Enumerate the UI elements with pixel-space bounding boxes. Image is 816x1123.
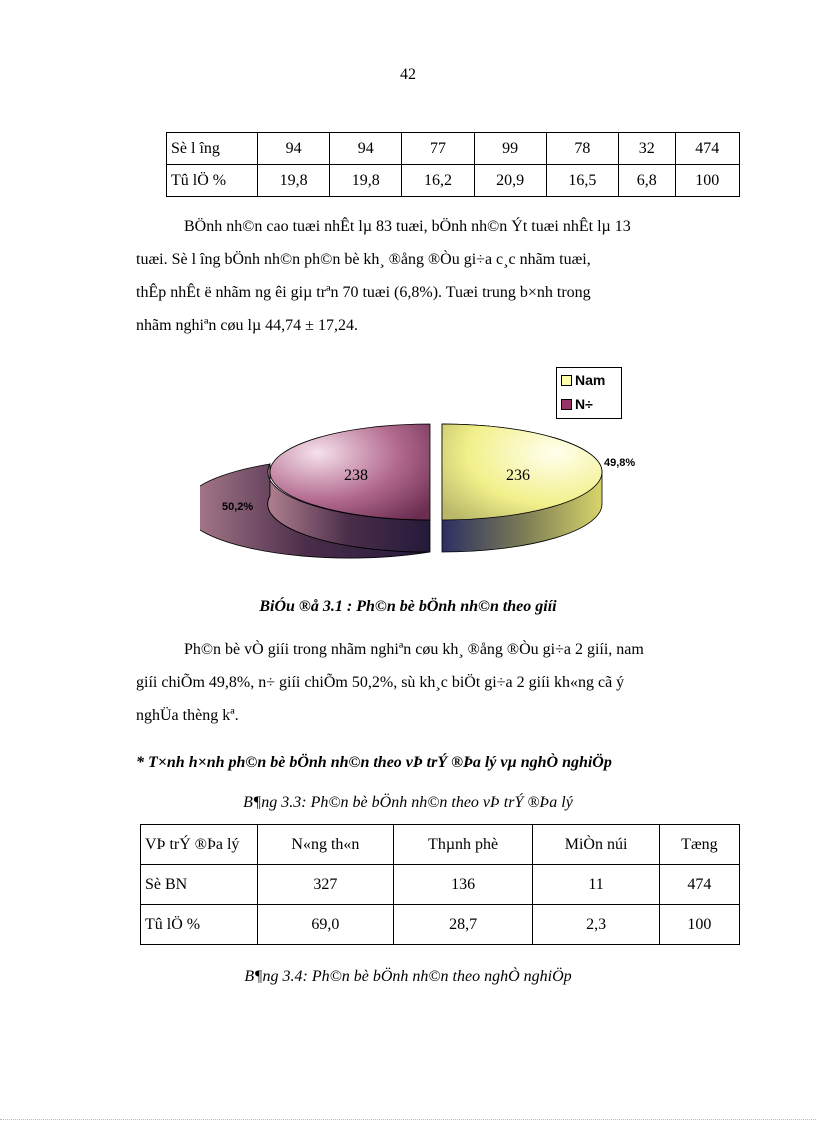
table-cell: 69,0 bbox=[258, 905, 394, 945]
table-caption-next: B¶ng 3.4: Ph©n bè bÖnh nh©n theo nghÒ nghiÖp bbox=[244, 968, 572, 985]
table-cell: 100 bbox=[659, 905, 739, 945]
text-line: tuæi. Sè l îng bÖnh nh©n ph©n bè kh¸ ®ång ®Òu gi÷a c¸c nhãm tuæi, bbox=[136, 251, 591, 268]
table-cell: Sè l îng bbox=[167, 133, 258, 165]
paragraph-age bbox=[136, 210, 740, 342]
section-heading: * T×nh h×nh ph©n bè bÖnh nh©n theo vÞ trÝ ®Þa lý vµ nghÒ nghiÖp bbox=[136, 754, 612, 771]
table-header-row bbox=[141, 825, 740, 865]
table-cell: 77 bbox=[402, 133, 474, 165]
value-label-nu: 238 bbox=[344, 467, 368, 484]
age-distribution-table bbox=[166, 132, 740, 197]
value-label-nam: 236 bbox=[506, 467, 530, 484]
figure-caption: BiÓu ®å 3.1 : Ph©n bè bÖnh nh©n theo giíi bbox=[259, 598, 557, 615]
table-row bbox=[167, 133, 740, 165]
table-header-cell: Thµnh phè bbox=[393, 825, 533, 865]
gender-pie-chart bbox=[200, 400, 660, 560]
table-header-cell: N«ng th«n bbox=[258, 825, 394, 865]
legend-label: Nam bbox=[575, 372, 606, 388]
table-cell: 28,7 bbox=[393, 905, 533, 945]
table-header-cell: MiÒn núi bbox=[533, 825, 659, 865]
legend-label: N÷ bbox=[575, 396, 593, 412]
table-header-cell: Tæng bbox=[659, 825, 739, 865]
table-cell: 16,5 bbox=[546, 165, 618, 197]
table-cell: 19,8 bbox=[330, 165, 402, 197]
legend-item bbox=[557, 392, 621, 416]
text-line: nghÜa thèng kª. bbox=[136, 707, 239, 724]
paragraph-gender bbox=[136, 633, 740, 732]
text-line: giíi chiÕm 49,8%, n÷ giíi chiÕm 50,2%, sù kh¸c biÖt gi÷a 2 giíi kh«ng cã ý bbox=[136, 674, 625, 691]
table-cell: 16,2 bbox=[402, 165, 474, 197]
location-distribution-table bbox=[140, 824, 740, 945]
percent-label-nam: 49,8% bbox=[604, 457, 636, 469]
table-cell: 100 bbox=[675, 165, 739, 197]
text-line: Ph©n bè vÒ giíi trong nhãm nghiªn cøu kh¸ ®ång ®Òu gi÷a 2 giíi, nam bbox=[184, 641, 644, 658]
table-cell: 20,9 bbox=[474, 165, 546, 197]
table-row bbox=[167, 165, 740, 197]
table-cell: 32 bbox=[618, 133, 675, 165]
table-cell: 474 bbox=[675, 133, 739, 165]
table-cell: 2,3 bbox=[533, 905, 659, 945]
text-line: nhãm nghiªn cøu lµ 44,74 ± 17,24. bbox=[136, 317, 358, 334]
legend-swatch-nu bbox=[561, 399, 572, 410]
table-cell: 11 bbox=[533, 865, 659, 905]
table-cell: 78 bbox=[546, 133, 618, 165]
table-cell: 6,8 bbox=[618, 165, 675, 197]
table-header-cell: VÞ trÝ ®Þa lý bbox=[141, 825, 258, 865]
table-cell: Tû lÖ % bbox=[167, 165, 258, 197]
table-cell: Sè BN bbox=[141, 865, 258, 905]
table-cell: 99 bbox=[474, 133, 546, 165]
table-row bbox=[141, 905, 740, 945]
table-cell: Tû lÖ % bbox=[141, 905, 258, 945]
table-cell: 94 bbox=[330, 133, 402, 165]
table-row bbox=[141, 865, 740, 905]
legend-item bbox=[557, 368, 621, 392]
table-cell: 474 bbox=[659, 865, 739, 905]
text-line: thÊp nhÊt ë nhãm ng êi giµ trªn 70 tuæi (6,8%). Tuæi trung b×nh trong bbox=[136, 284, 591, 301]
table-cell: 19,8 bbox=[258, 165, 330, 197]
page-number: 42 bbox=[400, 66, 416, 83]
percent-label-nu: 50,2% bbox=[222, 501, 254, 513]
page-bottom-rule bbox=[0, 1119, 816, 1120]
legend-swatch-nam bbox=[561, 375, 572, 386]
text-line: BÖnh nh©n cao tuæi nhÊt lµ 83 tuæi, bÖnh nh©n Ýt tuæi nhÊt lµ 13 bbox=[184, 218, 631, 235]
table-caption: B¶ng 3.3: Ph©n bè bÖnh nh©n theo vÞ trÝ ®Þa lý bbox=[243, 794, 573, 811]
table-cell: 327 bbox=[258, 865, 394, 905]
chart-legend bbox=[556, 367, 622, 419]
table-cell: 94 bbox=[258, 133, 330, 165]
table-cell: 136 bbox=[393, 865, 533, 905]
